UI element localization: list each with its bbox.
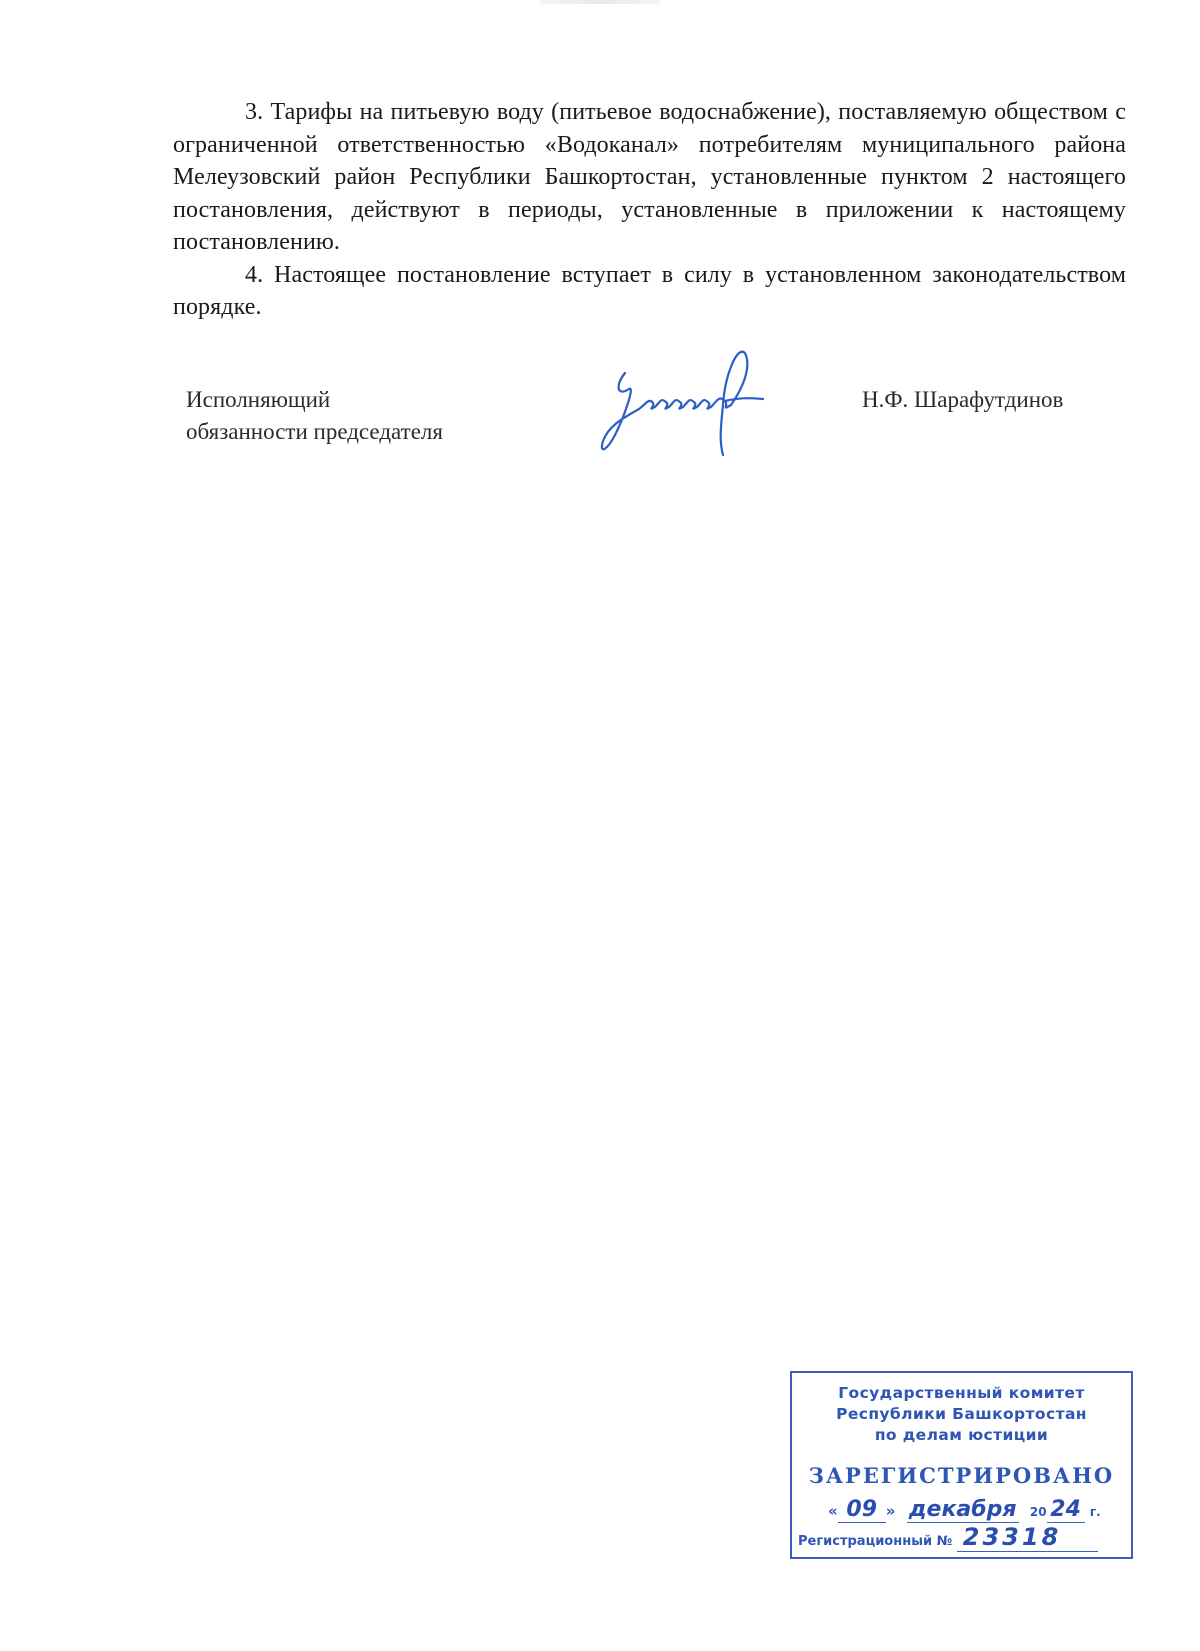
paragraph-4: 4. Настоящее постановление вступает в силу в установленном законодательством порядке. — [173, 261, 1126, 320]
stamp-org-line1: Государственный комитет — [838, 1384, 1085, 1402]
handwritten-signature — [595, 345, 770, 465]
signatory-role-line2: обязанности председателя — [186, 419, 443, 444]
signatory-role-line1: Исполняющий — [186, 387, 331, 412]
paragraph-3: 3. Тарифы на питьевую воду (питьевое водоснабжение), поставляемую обществом с ограниченной ответственностью «Водоканал» потребителям муниципального района Мелеузовский район Республики Башкортостан, установленные пунктом 2 настоящего постановления, действуют в периоды, установленные в приложении к настоящему постановлению. — [173, 99, 1126, 255]
date-year: 24 — [1047, 1497, 1085, 1523]
date-suffix: г. — [1089, 1505, 1101, 1519]
stamp-status: ЗАРЕГИСТРИРОВАНО — [808, 1463, 1115, 1488]
stamp-registration-number — [798, 1523, 1098, 1552]
regno-value: 23318 — [957, 1523, 1098, 1552]
signatory-role — [186, 384, 443, 448]
registration-stamp — [790, 1371, 1133, 1559]
date-close-quote: » — [885, 1502, 896, 1520]
date-day: 09 — [838, 1497, 886, 1523]
regno-label: Регистрационный № — [798, 1534, 953, 1549]
scan-artifact — [540, 0, 660, 4]
stamp-org-line3: по делам юстиции — [874, 1426, 1049, 1444]
date-century: 20 — [1029, 1505, 1047, 1519]
signatory-name: Н.Ф. Шарафутдинов — [862, 387, 1064, 412]
document-body — [173, 96, 1126, 324]
date-open-quote: « — [828, 1502, 838, 1520]
stamp-org-line2: Республики Башкортостан — [836, 1405, 1087, 1423]
date-month: декабря — [907, 1497, 1019, 1523]
stamp-date — [828, 1497, 1101, 1523]
